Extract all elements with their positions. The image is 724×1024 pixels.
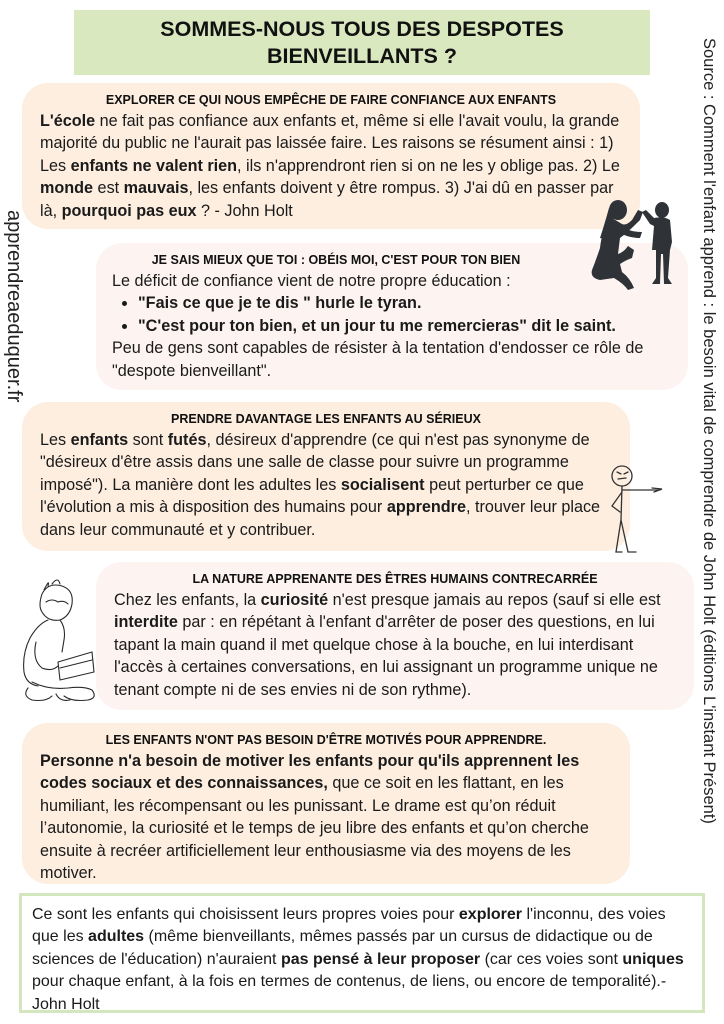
section-serious — [22, 402, 630, 551]
section-heading: EXPLORER CE QUI NOUS EMPÊCHE DE FAIRE CONFIANCE AUX ENFANTS — [105, 93, 557, 107]
bold-text: adultes — [88, 928, 145, 946]
body-text: Ce sont les enfants qui choisissent leurs propres voies pour — [32, 906, 459, 923]
bold-text: monde — [40, 179, 94, 198]
body-text: Les — [40, 431, 71, 449]
source-label — [698, 38, 720, 898]
section-heading: LES ENFANTS N'ONT PAS BESOIN D'ÊTRE MOTIVÉS POUR APPRENDRE. — [105, 733, 547, 747]
section-intro: Le déficit de confiance vient de notre propre éducation : — [112, 272, 511, 290]
bold-text: pourquoi pas eux — [61, 201, 197, 220]
pointing-stick-figure-icon — [608, 462, 668, 556]
body-text: par : en répétant à l'enfant d'arrêter de poser des questions, en lui tapant la main quand il met quelque chose à la bouche, en lui interdisant l'accès à certaines conversations, en lui assignant un programme unique ne tenant compte ni de ses envies ni de son rythme). — [114, 613, 658, 699]
bold-text: enfants — [70, 431, 129, 449]
list-item: • "C'est pour ton bien, et un jour tu me remercieras" dit le saint. — [138, 315, 670, 337]
title-line-1: SOMMES-NOUS TOUS DES DESPOTES — [160, 16, 564, 41]
body-text: que ce soit en les flattant, en les humiliant, les récompensant ou les punissant. Le drame est qu’on réduit l’autonomie, la curiosité et le temps de jeu libre des enfants et qu’on cherche ensuite à recréer artificiellement leur enthousiasme via des moyens de les motiver. — [40, 774, 589, 883]
bold-text: socialisent — [340, 475, 425, 494]
quote-body — [32, 904, 692, 1016]
body-text: , désireux d'apprendre (ce qui n'est pas synonyme de "désireux d'être assis dans une salle de classe pour suivre un programme imposé"). La manière dont les adultes les — [40, 431, 590, 494]
website-text: apprendreaeduquer.fr — [3, 210, 25, 403]
bold-text: L'école — [40, 112, 96, 130]
body-text: , trouver leur place dans leur communauté et y contribuer. — [40, 498, 601, 539]
adult-child-silhouette-icon — [588, 198, 684, 298]
bold-text: curiosité — [260, 591, 329, 609]
bold-text: pas pensé à leur proposer — [280, 950, 481, 968]
section-outro: Peu de gens sont capables de résister à la tentation d'endosser ce rôle de "despote bienveillant". — [112, 339, 644, 380]
list-item: • "Fais ce que je te dis " hurle le tyran. — [138, 292, 670, 314]
section-motivation — [22, 723, 630, 884]
section-body — [40, 110, 622, 222]
section-heading: LA NATURE APPRENANTE DES ÊTRES HUMAINS CONTRECARRÉE — [192, 572, 598, 586]
bold-text: apprendre — [386, 498, 466, 517]
body-text: (car ces voies sont — [480, 950, 623, 968]
section-body — [40, 429, 612, 541]
bold-text: interdite — [114, 613, 178, 632]
section-heading: PRENDRE DAVANTAGE LES ENFANTS AU SÉRIEUX — [171, 412, 481, 426]
bold-text: mauvais — [123, 179, 189, 198]
body-text: peut perturber ce que l'évolution a mis à disposition des humains pour — [40, 475, 584, 517]
website-label — [2, 210, 26, 440]
section-body — [40, 750, 612, 884]
body-text: l'inconnu, des voies que les — [32, 906, 666, 946]
bold-text: Personne n'a besoin de motiver les enfants pour qu'ils apprennent les codes sociaux et des connaissances, — [40, 752, 580, 793]
bold-text: futés — [167, 431, 207, 449]
section-body — [114, 589, 676, 701]
quote-list — [112, 292, 670, 337]
body-text: ? - John Holt — [196, 201, 293, 220]
reading-child-icon — [8, 572, 102, 708]
bold-text: explorer — [458, 906, 523, 923]
body-text: ne fait pas confiance aux enfants et, même si elle l'avait voulu, la grande majorité du public ne l'aurait pas laissée faire. Les raisons se résument ainsi : 1) Les — [40, 112, 620, 175]
title-line-2: BIENVEILLANTS ? — [267, 43, 457, 68]
body-text: pour chaque enfant, à la fois en termes de contenus, de liens, ou encore de temporalité).- John Holt — [32, 973, 667, 1013]
bold-text: enfants ne valent rien — [70, 156, 238, 175]
section-learning-nature — [96, 562, 694, 710]
body-text: , les enfants doivent y être rompus. 3) J'ai dû en passer par là, — [40, 179, 614, 220]
body-text: n'est presque jamais au repos (sauf si elle est — [328, 591, 661, 609]
body-text: Chez les enfants, la — [114, 591, 261, 609]
body-text: , ils n'apprendront rien si on ne les y oblige pas. 2) Le — [237, 156, 620, 175]
section-trust — [22, 83, 640, 229]
section-heading: JE SAIS MIEUX QUE TOI : OBÉIS MOI, C'EST POUR TON BIEN — [151, 253, 521, 267]
title-banner — [74, 10, 650, 75]
source-text: Source : Comment l'enfant apprend : le besoin vital de comprendre de John Holt (éditions L'instant Présent) — [700, 38, 718, 824]
body-text: est — [93, 179, 124, 198]
body-text: (même bienveillants, mêmes passés par un cursus de didactique ou de sciences de l'éducation) n'auraient — [32, 928, 653, 968]
page-title — [160, 16, 563, 70]
body-text: sont — [128, 431, 168, 449]
bold-text: uniques — [622, 950, 684, 968]
conclusion-quote — [19, 893, 705, 1013]
